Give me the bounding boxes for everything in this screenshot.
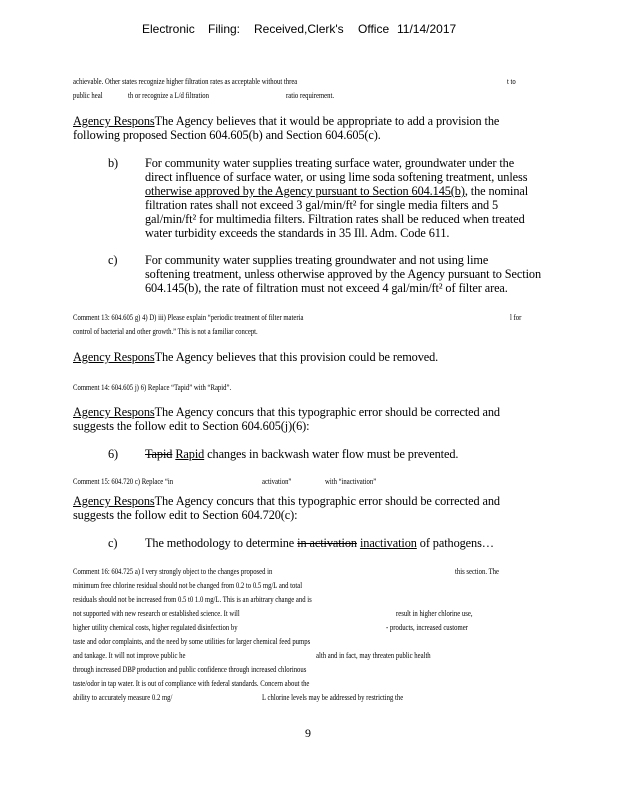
comment-text: ability to accurately measure 0.2 mg/ xyxy=(73,692,173,702)
provision-text: filtration rates shall not exceed 3 gal/min/ft² for single media filters and 5 xyxy=(145,198,499,212)
response-text: suggests the follow edit to Section 604.605(j)(6): xyxy=(73,419,310,433)
provision-text: Tapid Rapid changes in backwash water flow must be prevented. xyxy=(145,447,459,461)
header-electronic: Electronic xyxy=(142,22,195,36)
comment-text: higher utility chemical costs, higher regulated disinfection by xyxy=(73,622,238,632)
comment-text: through increased DBP production and public confidence through increased chlorinous xyxy=(73,664,307,674)
response-label: Agency Respons xyxy=(73,405,155,419)
list-marker: b) xyxy=(108,156,119,170)
response-text: The Agency believes that it would be appropriate to add a provision the xyxy=(154,114,500,128)
inserted-text: otherwise approved by the Agency pursuant to Section 604.145(b) xyxy=(145,184,465,198)
header-date: 11/14/2017 xyxy=(397,22,457,36)
list-marker: 6) xyxy=(108,447,119,461)
comment-text: taste/odor in tap water. It is out of compliance with federal standards. Concern about the xyxy=(73,678,310,688)
response-label: Agency Respons xyxy=(73,350,155,364)
provision-text: water turbidity exceeds the standards in 35 Ill. Adm. Code 611. xyxy=(145,226,450,240)
comment-text: control of bacterial and other growth.” This is not a familiar concept. xyxy=(73,326,258,336)
header-received: Received,Clerk's xyxy=(254,22,344,36)
header-filing: Filing: xyxy=(208,22,241,36)
provision-text: softening treatment, unless otherwise approved by the Agency pursuant to Section xyxy=(145,267,541,281)
comment-text: ratio requirement. xyxy=(286,90,335,100)
comment-text: with “inactivation” xyxy=(325,476,377,486)
comment-text: L chlorine levels may be addressed by restricting the xyxy=(262,692,404,702)
comment-text: minimum free chlorine residual should not be changed from 0.2 to 0.5 mg/L and total xyxy=(73,580,303,590)
comment-text: Comment 15: 604.720 c) Replace “in xyxy=(73,476,174,486)
provision-text: direct influence of surface water, or using lime soda softening treatment, unless xyxy=(145,170,528,184)
provision-text: For community water supplies treating surface water, groundwater under the xyxy=(145,156,515,170)
response-text: The Agency concurs that this typographic error should be corrected and xyxy=(154,494,500,508)
provision-text: gal/min/ft² for multimedia filters. Filtration rates shall be reduced when treated xyxy=(145,212,525,226)
comment-text: achievable. Other states recognize higher filtration rates as acceptable without threa xyxy=(73,76,298,86)
comment-text: Comment 14: 604.605 j) 6) Replace “Tapid” with “Rapid”. xyxy=(73,382,232,392)
agency-response xyxy=(73,350,438,365)
comment-text: l for xyxy=(510,312,522,322)
agency-response xyxy=(73,114,499,129)
response-label: Agency Respons xyxy=(73,114,155,128)
comment-text: taste and odor complaints, and the need by some utilities for larger chemical feed pumps xyxy=(73,636,311,646)
comment-text: t to xyxy=(507,76,516,86)
provision-text: The methodology to determine in activation inactivation of pathogens… xyxy=(145,536,494,550)
comment-text: alth and in fact, may threaten public health xyxy=(316,650,431,660)
deleted-text: in activation xyxy=(297,536,357,550)
deleted-text: Tapid xyxy=(145,447,173,461)
comment-text: th or recognize a L/d filtration xyxy=(128,90,209,100)
response-text: The Agency concurs that this typographic error should be corrected and xyxy=(154,405,500,419)
comment-text: not supported with new research or established science. It will xyxy=(73,608,240,618)
header-office: Office xyxy=(358,22,390,36)
provision-text: 604.145(b), the rate of filtration must not exceed 4 gal/min/ft² of filter area. xyxy=(145,281,508,295)
comment-text: result in higher chlorine use, xyxy=(396,608,473,618)
comment-text: this section. The xyxy=(455,566,500,576)
response-label: Agency Respons xyxy=(73,494,155,508)
provision-text: For community water supplies treating groundwater and not using lime xyxy=(145,253,489,267)
response-text: following proposed Section 604.605(b) and Section 604.605(c). xyxy=(73,128,381,142)
comment-text: Comment 16: 604.725 a) I very strongly object to the changes proposed in xyxy=(73,566,273,576)
inserted-text: Rapid xyxy=(175,447,205,461)
page-number: 9 xyxy=(305,726,311,740)
list-marker: c) xyxy=(108,536,118,550)
comment-text: residuals should not be increased from 0.5 t0 1.0 mg/L. This is an arbitrary change and is xyxy=(73,594,312,604)
comment-text: - products, increased customer xyxy=(386,622,468,632)
response-text: The Agency believes that this provision could be removed. xyxy=(154,350,439,364)
comment-text: and tankage. It will not improve public he xyxy=(73,650,186,660)
provision-text: otherwise approved by the Agency pursuant to Section 604.145(b), the nominal xyxy=(145,184,529,198)
list-marker: c) xyxy=(108,253,118,267)
agency-response xyxy=(73,494,500,509)
response-text: suggests the follow edit to Section 604.720(c): xyxy=(73,508,298,522)
comment-text: Comment 13: 604.605 g) 4) D) iii) Please explain “periodic treatment of filter materia xyxy=(73,312,304,322)
agency-response xyxy=(73,405,500,420)
inserted-text: inactivation xyxy=(359,536,417,550)
comment-text: activation” xyxy=(262,476,292,486)
comment-text: public heal xyxy=(73,90,103,100)
